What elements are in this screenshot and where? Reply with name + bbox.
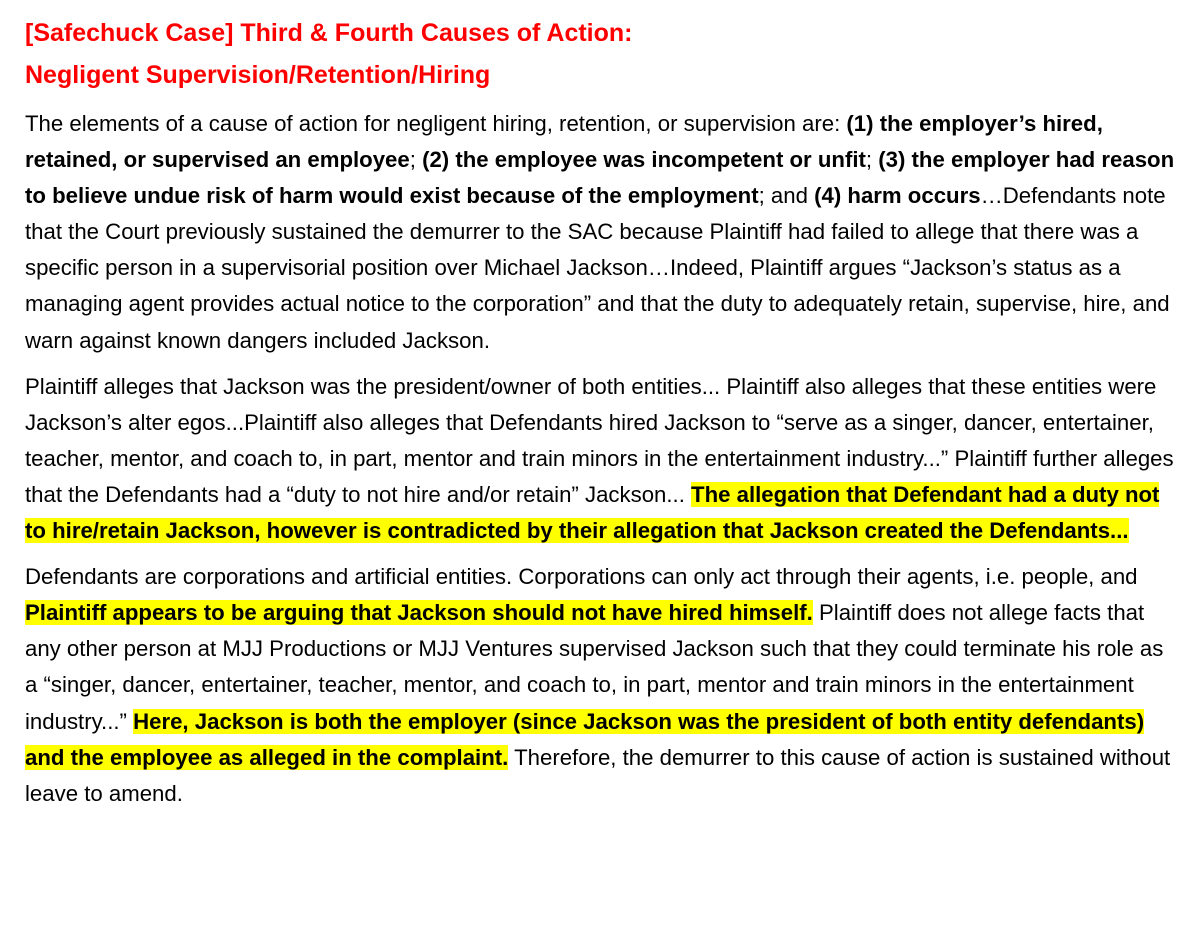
p1-rest: …Defendants note that the Court previously sustained the demurrer to the SAC because Plaintiff had failed to allege that there was a specific person in a supervisorial position over Michael Jackson…Indeed, Plaintiff argues “Jackson’s status as a managing agent provides actual notice to the corporation” and that the duty to adequately retain, supervise, hire, and warn against known dangers included Jackson. [25, 183, 1170, 353]
p2-text: Plaintiff alleges that Jackson was the president/owner of both entities... Plaintiff also alleges that these entities were Jackson’s alter egos...Plaintiff also alleges that Defendants hired Jackson to “serve as a singer, dancer, entertainer, teacher, mentor, and coach to, in part, mentor and train minors in the entertainment industry...” Plaintiff further alleges that the Defendants had a “duty to not hire and/or retain” Jackson... [25, 373, 1174, 507]
paragraph-ruling [25, 559, 1180, 812]
p3-conclusion: Therefore, the demurrer to this cause of action is sustained without leave to amend. [25, 744, 1171, 806]
p1-sep-2: ; [865, 147, 879, 173]
element-3: (3) the employer had reason to believe undue risk of harm would exist because of the employment [25, 147, 1175, 209]
p3-highlight-2: Here, Jackson is both the employer (since Jackson was the president of both entity defendants) and the employee as alleged in the complaint. [25, 708, 1145, 770]
p3-text-2: Plaintiff does not allege facts that any other person at MJJ Productions or MJJ Ventures supervised Jackson such that they could terminate his role as a “singer, dancer, entertainer, teacher, mentor, and coach to, in part, mentor and train minors in the entertainment industry...” [25, 600, 1164, 734]
document-heading [25, 12, 1180, 96]
p1-sep-3: ; and [758, 183, 815, 209]
p1-intro: The elements of a cause of action for negligent hiring, retention, or supervision are: [25, 111, 847, 136]
p1-sep-1: ; [409, 147, 423, 173]
element-1: (1) the employer’s hired, retained, or supervised an employee [25, 111, 1103, 173]
p2-highlight: The allegation that Defendant had a duty not to hire/retain Jackson, however is contradicted by their allegation that Jackson created the Defendants... [25, 481, 1160, 544]
element-2: (2) the employee was incompetent or unfit [422, 147, 866, 173]
element-4: (4) harm occurs [814, 183, 981, 209]
paragraph-allegations [25, 369, 1180, 549]
p3-highlight-1: Plaintiff appears to be arguing that Jackson should not have hired himself. [25, 600, 813, 626]
heading-line-2: Negligent Supervision/Retention/Hiring [25, 61, 491, 89]
p3-text-1: Defendants are corporations and artificial entities. Corporations can only act through their agents, i.e. people, and [25, 564, 1138, 590]
paragraph-elements [25, 106, 1180, 359]
heading-line-1: [Safechuck Case] Third & Fourth Causes of Action: [25, 19, 633, 47]
